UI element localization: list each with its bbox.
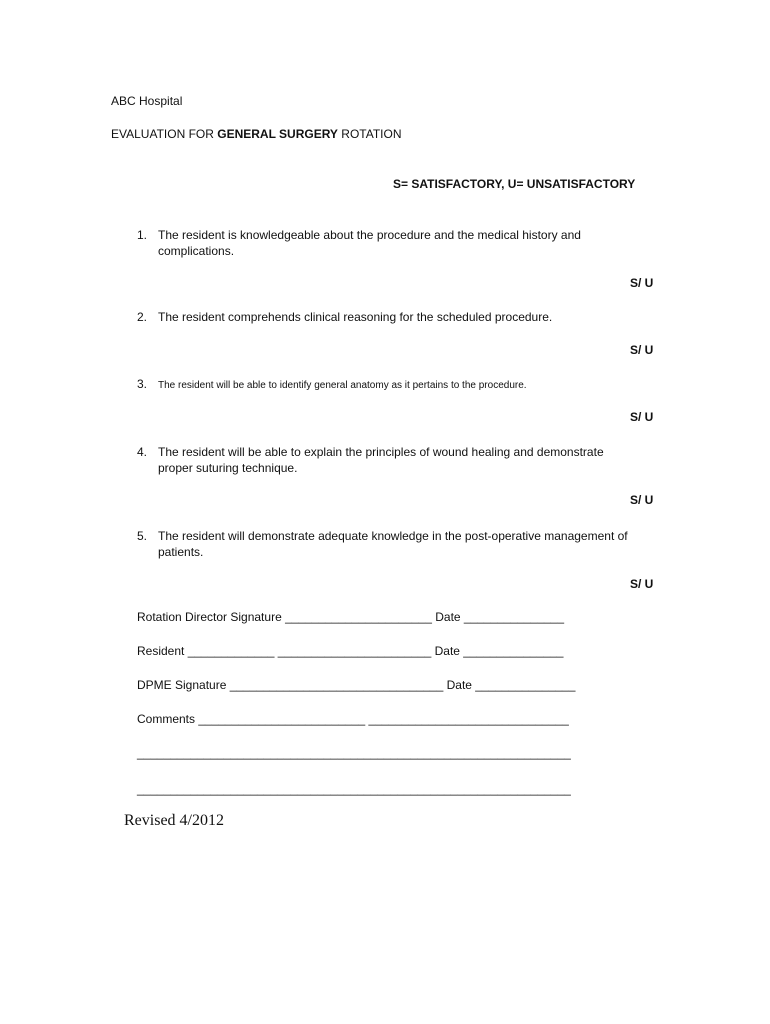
comments-blank-line-2: _________________________________________________________________ — [137, 782, 571, 796]
question-5-number: 5. — [137, 529, 148, 543]
question-1-rating: S/ U — [630, 276, 654, 290]
question-3-rating: S/ U — [630, 410, 654, 424]
question-4-text: The resident will be able to explain the principles of wound healing and demonstrate proper suturing technique. — [158, 445, 604, 475]
question-3-text: The resident will be able to identify general anatomy as it pertains to the procedure. — [158, 380, 527, 391]
question-2-text: The resident comprehends clinical reasoning for the scheduled procedure. — [158, 310, 553, 324]
rating-legend: S= SATISFACTORY, U= UNSATISFACTORY — [393, 177, 636, 191]
title-prefix: EVALUATION FOR — [111, 127, 218, 141]
question-1-text: The resident is knowledgeable about the procedure and the medical history and complications. — [158, 228, 581, 258]
director-signature-line: Rotation Director Signature ______________________ Date _______________ — [137, 610, 565, 624]
question-2-number: 2. — [137, 310, 148, 324]
resident-signature-line: Resident _____________ _______________________ Date _______________ — [137, 644, 564, 658]
question-3-number: 3. — [137, 377, 148, 391]
dpme-signature-line: DPME Signature ________________________________ Date _______________ — [137, 678, 576, 692]
question-1-number: 1. — [137, 228, 148, 242]
question-4-number: 4. — [137, 445, 148, 459]
question-5-rating: S/ U — [630, 577, 654, 591]
evaluation-title — [111, 127, 402, 141]
title-rotation-name: GENERAL SURGERY — [217, 127, 338, 141]
revision-date: Revised 4/2012 — [124, 812, 224, 829]
comments-blank-line-1: _________________________________________________________________ — [137, 746, 571, 760]
question-4-rating: S/ U — [630, 493, 654, 507]
comments-line: Comments _________________________ ______________________________ — [137, 712, 569, 726]
title-suffix: ROTATION — [337, 127, 402, 141]
question-5-text: The resident will demonstrate adequate knowledge in the post-operative management of patients. — [158, 529, 628, 559]
question-2-rating: S/ U — [630, 343, 654, 357]
hospital-name: ABC Hospital — [111, 94, 183, 108]
